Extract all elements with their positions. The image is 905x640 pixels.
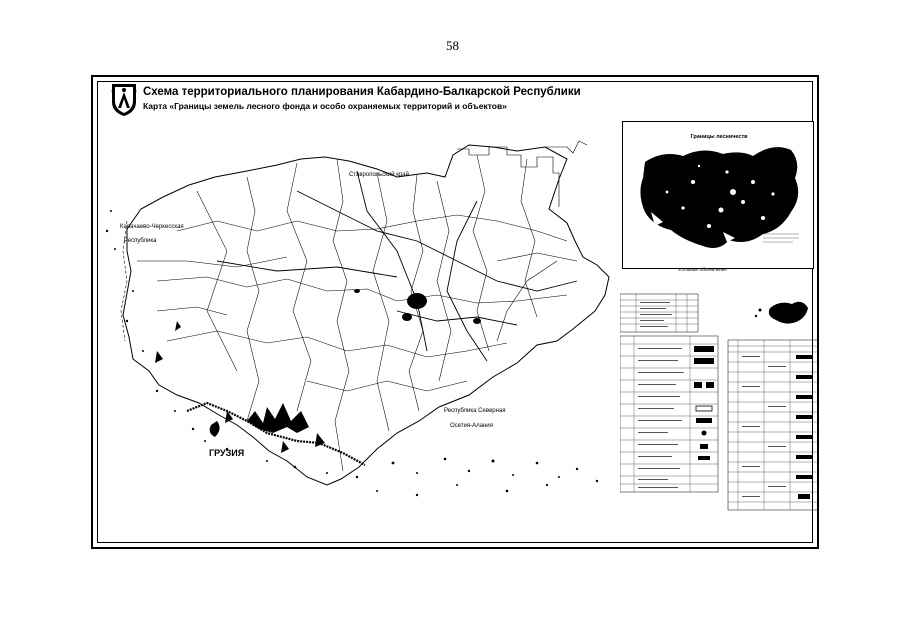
inset-forestry-shape bbox=[623, 122, 815, 270]
label-north-ossetia-line1: Республика Северная bbox=[444, 408, 506, 414]
label-north-ossetia-line2: Осетия-Алания bbox=[450, 423, 493, 429]
map-subtitle: Карта «Границы земель лесного фонда и особо охраняемых территорий и объектов» bbox=[143, 101, 507, 111]
label-stavropol: Ставропольский край bbox=[349, 172, 409, 178]
label-kchr-line2: Республика bbox=[124, 238, 157, 244]
legend-tables bbox=[620, 280, 820, 512]
map-title: Схема территориального планирования Кабардино-Балкарской Республики bbox=[143, 86, 581, 98]
label-georgia: ГРУЗИЯ bbox=[209, 448, 245, 458]
inset-title: Границы лесничеств bbox=[690, 134, 748, 140]
label-kchr-line1: Карачаево-Черкесская bbox=[120, 224, 184, 230]
inset-forestry-map bbox=[622, 121, 814, 269]
inset-footer: Условные обозначения bbox=[678, 267, 727, 272]
page-number: 58 bbox=[446, 38, 459, 53]
